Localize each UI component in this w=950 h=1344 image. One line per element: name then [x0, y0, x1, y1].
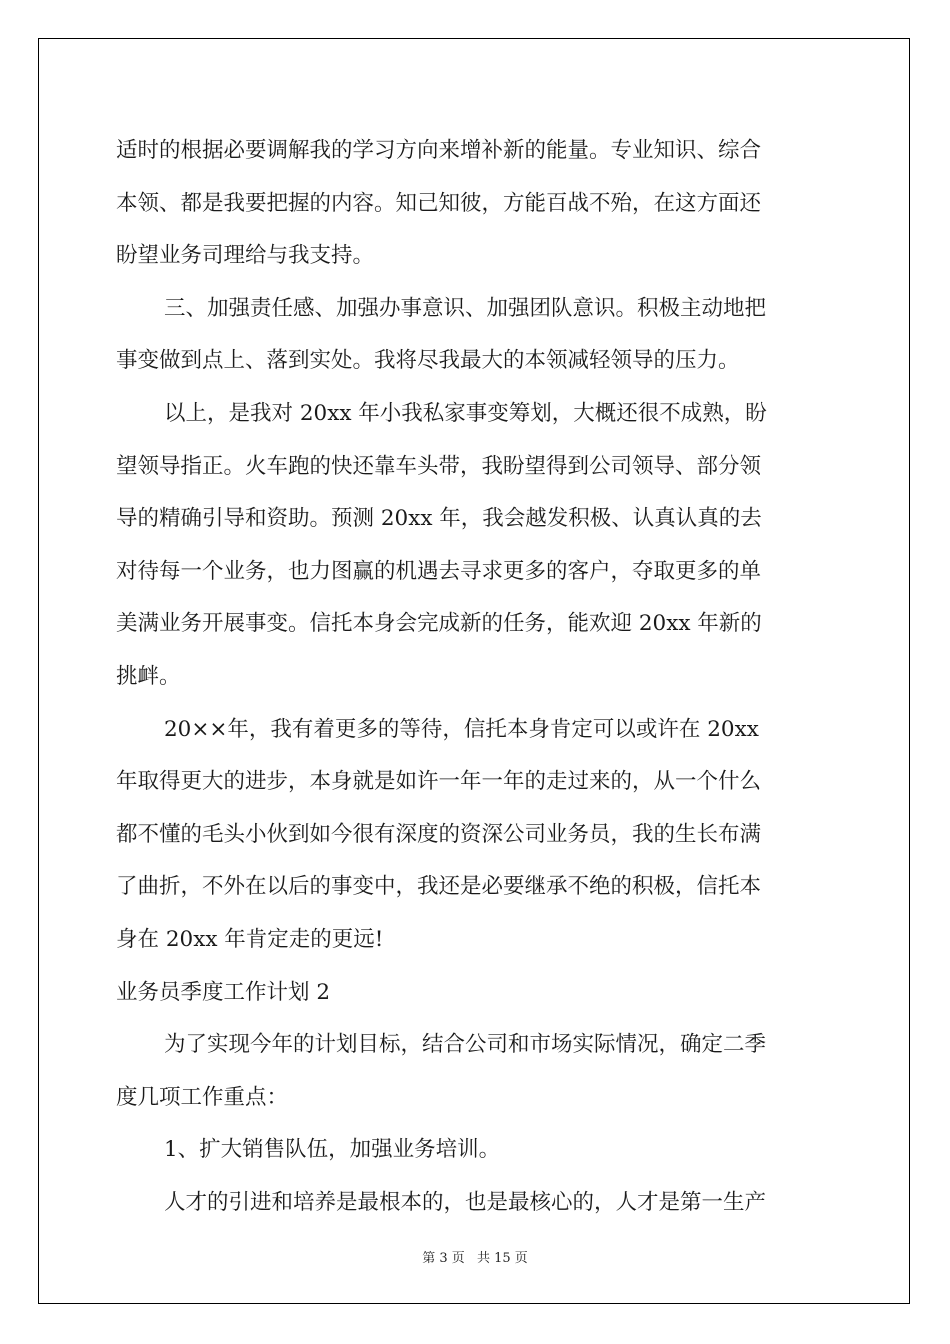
text-line: 身在 20xx 年肯定走的更远! — [116, 926, 384, 952]
text-line: 事变做到点上、落到实处。我将尽我最大的本领减轻领导的压力。 — [116, 348, 740, 374]
document-body — [116, 125, 838, 1229]
text-line: 为了实现今年的计划目标，结合公司和市场实际情况，确定二季 — [164, 1032, 767, 1058]
text-line: 美满业务开展事变。信托本身会完成新的任务，能欢迎 20xx 年新的 — [116, 611, 762, 637]
text-line: 年取得更大的进步，本身就是如许一年一年的走过来的，从一个什么 — [116, 769, 762, 795]
text-line: 导的精确引导和资助。预测 20xx 年，我会越发积极、认真认真的去 — [116, 506, 762, 532]
text-line: 20××年，我有着更多的等待，信托本身肯定可以或许在 20xx — [164, 716, 759, 742]
text-line: 三、加强责任感、加强办事意识、加强团队意识。积极主动地把 — [164, 295, 767, 321]
text-line: 本领、都是我要把握的内容。知己知彼，方能百战不殆，在这方面还 — [116, 190, 762, 216]
text-line: 都不懂的毛头小伙到如今很有深度的资深公司业务员，我的生长布满 — [116, 821, 762, 847]
text-line: 盼望业务司理给与我支持。 — [116, 243, 375, 269]
text-line: 以上，是我对 20xx 年小我私家事变筹划，大概还很不成熟，盼 — [164, 400, 767, 426]
text-line: 度几项工作重点： — [116, 1084, 289, 1110]
text-line: 望领导指正。火车跑的快还靠车头带，我盼望得到公司领导、部分领 — [116, 453, 762, 479]
page-number: 第 3 页 — [422, 1251, 465, 1266]
text-line: 了曲折，不外在以后的事变中，我还是必要继承不绝的积极，信托本 — [116, 874, 762, 900]
text-line: 挑衅。 — [116, 663, 181, 689]
section-heading: 业务员季度工作计划 2 — [116, 979, 331, 1005]
text-line: 1、扩大销售队伍，加强业务培训。 — [164, 1137, 501, 1163]
text-line: 人才的引进和培养是最根本的，也是最核心的，人才是第一生产 — [164, 1189, 767, 1215]
page-footer — [0, 1247, 950, 1266]
page-total: 共 15 页 — [476, 1251, 528, 1266]
text-line: 对待每一个业务，也力图赢的机遇去寻求更多的客户，夺取更多的单 — [116, 558, 762, 584]
text-line: 适时的根据必要调解我的学习方向来增补新的能量。专业知识、综合 — [116, 138, 762, 163]
